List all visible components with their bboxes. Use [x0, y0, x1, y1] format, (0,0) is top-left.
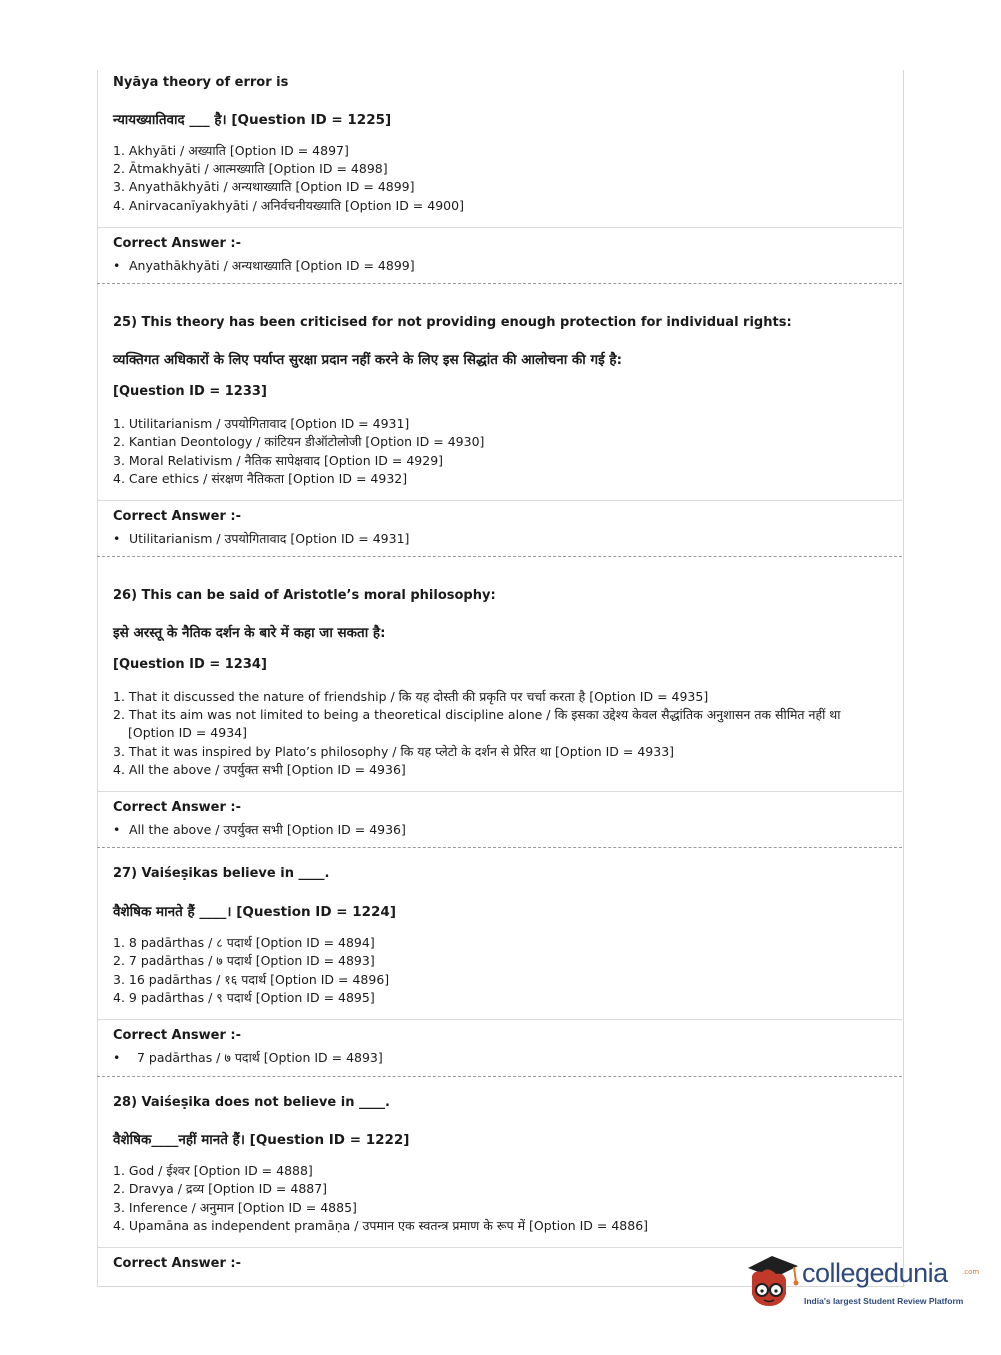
mascot-icon	[742, 1250, 802, 1312]
question-title: 25) This theory has been criticised for not providing enough protection for individual rights:	[113, 315, 792, 330]
collegedunia-logo[interactable]	[742, 1248, 980, 1318]
question-hindi: इसे अरस्तू के नैतिक दर्शन के बारे में कहा जा सकता है:	[113, 625, 386, 641]
option-1: 1. Utilitarianism / उपयोगितावाद [Option ID = 4931]	[113, 416, 410, 431]
option-4: 4. 9 padārthas / ९ पदार्थ [Option ID = 4895]	[113, 990, 375, 1005]
correct-answer: • Utilitarianism / उपयोगितावाद [Option ID = 4931]	[113, 531, 410, 546]
brand-name: collegedunia	[802, 1258, 948, 1288]
answer-separator	[97, 227, 902, 228]
option-4: 4. Upamāna as independent pramāṇa / उपमान एक स्वतन्त्र प्रमाण के रूप में [Option ID = 4886]	[113, 1218, 649, 1233]
option-3: 3. Anyathākhyāti / अन्यथाख्याति [Option ID = 4899]	[113, 179, 415, 194]
option-2: 2. Kantian Deontology / कांटियन डीऑटोलोजी [Option ID = 4930]	[113, 434, 485, 449]
answer-separator	[97, 1019, 902, 1020]
question-title: 27) Vaiśeṣikas believe in ____.	[113, 866, 330, 881]
option-3: 3. That it was inspired by Plato’s philosophy / कि यह प्लेटो के दर्शन से प्रेरित था [Option ID = 4933]	[113, 744, 675, 759]
option-4: 4. Care ethics / संरक्षण नैतिकता [Option ID = 4932]	[113, 471, 408, 486]
correct-answer-label: Correct Answer :-	[113, 236, 241, 251]
question-title: Nyāya theory of error is	[113, 75, 289, 90]
question-id: [Question ID = 1234]	[113, 657, 267, 672]
correct-answer-label: Correct Answer :-	[113, 1256, 241, 1271]
correct-answer: • Anyathākhyāti / अन्यथाख्याति [Option ID = 4899]	[113, 258, 415, 273]
answer-separator	[97, 791, 902, 792]
brand-tagline: India's largest Student Review Platform	[804, 1296, 964, 1306]
option-1: 1. That it discussed the nature of friendship / कि यह दोस्ती की प्रकृति पर चर्चा करता है [Option ID = 4935]	[113, 689, 709, 704]
question-divider	[97, 556, 902, 557]
question-hindi: वैशेषिक मानते हैं ____। [Question ID = 1224]	[113, 904, 396, 920]
question-divider	[97, 1076, 902, 1077]
question-title: 26) This can be said of Aristotle’s moral philosophy:	[113, 588, 496, 603]
option-1: 1. God / ईश्वर [Option ID = 4888]	[113, 1163, 313, 1178]
option-2-continuation: [Option ID = 4934]	[128, 725, 247, 740]
correct-answer: • 7 padārthas / ७ पदार्थ [Option ID = 4893]	[113, 1050, 383, 1065]
brand-domain: .com	[962, 1268, 980, 1276]
option-2: 2. Dravya / द्रव्य [Option ID = 4887]	[113, 1181, 328, 1196]
option-3: 3. Inference / अनुमान [Option ID = 4885]	[113, 1200, 357, 1215]
option-1: 1. 8 padārthas / ८ पदार्थ [Option ID = 4894]	[113, 935, 375, 950]
answer-separator	[97, 500, 902, 501]
question-divider	[97, 847, 902, 848]
question-hindi: वैशेषिक____नहीं मानते हैं। [Question ID = 1222]	[113, 1132, 410, 1148]
correct-answer-label: Correct Answer :-	[113, 800, 241, 815]
option-1: 1. Akhyāti / अख्याति [Option ID = 4897]	[113, 143, 349, 158]
correct-answer: • All the above / उपर्युक्त सभी [Option ID = 4936]	[113, 822, 406, 837]
question-title: 28) Vaiśeṣika does not believe in ____.	[113, 1095, 390, 1110]
question-id: [Question ID = 1233]	[113, 384, 267, 399]
option-4: 4. Anirvacanīyakhyāti / अनिर्वचनीयख्याति [Option ID = 4900]	[113, 198, 464, 213]
question-divider	[97, 283, 902, 284]
option-4: 4. All the above / उपर्युक्त सभी [Option ID = 4936]	[113, 762, 406, 777]
option-2: 2. That its aim was not limited to being a theoretical discipline alone / कि इसका उद्देश्य केवल सैद्धांतिक अनुशासन तक सीमित नहीं था	[113, 707, 841, 722]
question-hindi: व्यक्तिगत अधिकारों के लिए पर्याप्त सुरक्षा प्रदान नहीं करने के लिए इस सिद्धांत की आलोचना की गई है:	[113, 352, 622, 368]
question-hindi: न्यायख्यातिवाद ___ है। [Question ID = 1225]	[113, 112, 392, 128]
option-3: 3. Moral Relativism / नैतिक सापेक्षवाद [Option ID = 4929]	[113, 453, 444, 468]
option-2: 2. Ātmakhyāti / आत्मख्याति [Option ID = 4898]	[113, 161, 388, 176]
correct-answer-label: Correct Answer :-	[113, 1028, 241, 1043]
correct-answer-label: Correct Answer :-	[113, 509, 241, 524]
option-3: 3. 16 padārthas / १६ पदार्थ [Option ID = 4896]	[113, 972, 390, 987]
option-2: 2. 7 padārthas / ७ पदार्थ [Option ID = 4893]	[113, 953, 375, 968]
